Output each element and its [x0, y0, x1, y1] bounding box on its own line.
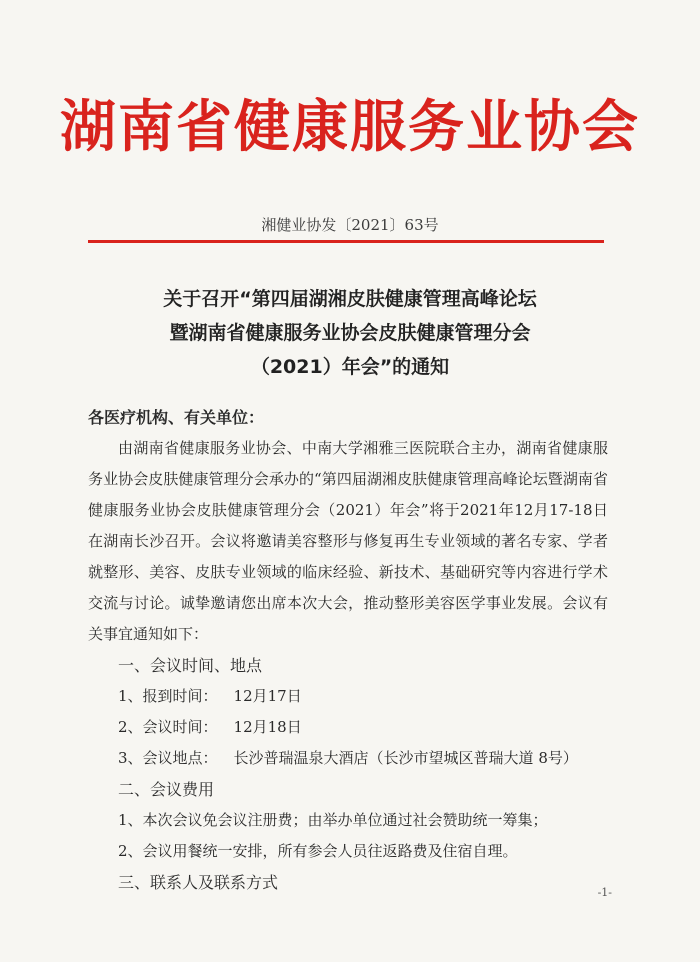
item-value: 长沙普瑞温泉大酒店（长沙市望城区普瑞大道 8号） — [233, 749, 578, 767]
list-item — [88, 681, 608, 712]
section-heading: 三、联系人及联系方式 — [118, 873, 279, 892]
notice-title-line: 关于召开“第四届湖湘皮肤健康管理高峰论坛 — [163, 288, 537, 310]
list-item — [88, 743, 608, 774]
notice-title-line: 暨湖南省健康服务业协会皮肤健康管理分会 — [169, 322, 531, 344]
section-heading: 二、会议费用 — [118, 780, 215, 799]
section-heading: 一、会议时间、地点 — [118, 656, 263, 675]
item-value: 12月18日 — [233, 718, 302, 736]
item-label: 3、会议地点： — [118, 749, 218, 767]
item-label: 1、报到时间： — [118, 687, 218, 705]
notice-body — [88, 402, 608, 898]
list-item — [88, 712, 608, 743]
salutation: 各医疗机构、有关单位： — [88, 408, 265, 427]
red-divider — [88, 240, 604, 243]
page-number: -1- — [597, 886, 612, 899]
notice-title — [0, 282, 700, 384]
org-letterhead: 湖南省健康服务业协会 — [60, 95, 640, 160]
item-value: 12月17日 — [233, 687, 302, 705]
intro-paragraph: 由湖南省健康服务业协会、中南大学湘雅三医院联合主办，湖南省健康服务业协会皮肤健康管理分会承办的“第四届湖湘皮肤健康管理高峰论坛暨湖南省健康服务业协会皮肤健康管理分会（2021）年会”将于2021年12月17-18日在湖南长沙召开。会议将邀请美容整形与修复再生专业领域的著名专家、学者就整形、美容、皮肤专业领域的临床经验、新技术、基础研究等内容进行学术交流与讨论。诚挚邀请您出席本次大会，推动整形美容医学事业发展。会议有关事宜通知如下： — [88, 439, 608, 643]
list-item: 1、本次会议免会议注册费；由举办单位通过社会赞助统一筹集； — [118, 811, 548, 829]
document-number: 湘健业协发〔2021〕63号 — [261, 216, 439, 234]
list-item: 2、会议用餐统一安排，所有参会人员往返路费及住宿自理。 — [118, 842, 518, 860]
item-label: 2、会议时间： — [118, 718, 218, 736]
notice-title-line: （2021）年会”的通知 — [250, 356, 450, 378]
